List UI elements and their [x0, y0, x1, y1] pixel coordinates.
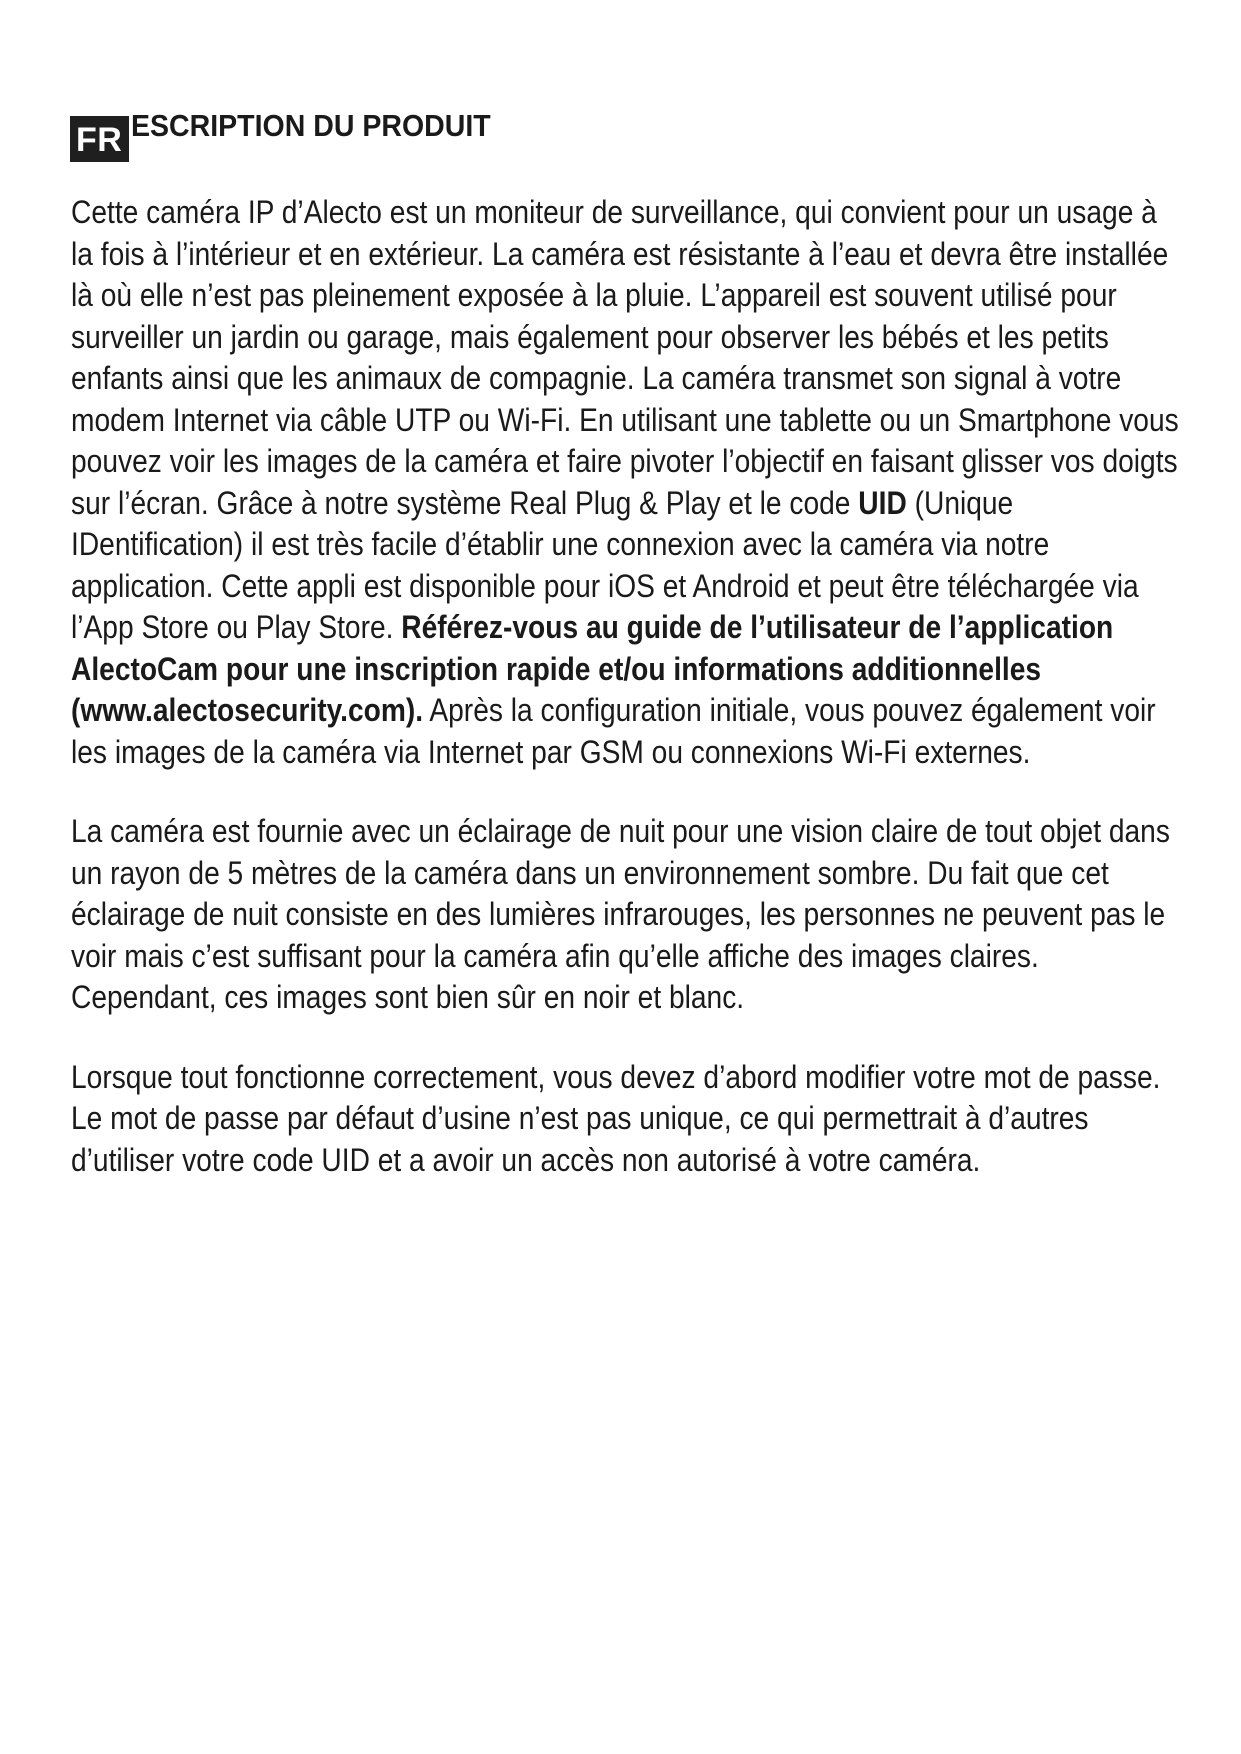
body-text [71, 192, 1181, 1219]
section-title: ESCRIPTION DU PRODUIT [131, 108, 492, 143]
intro-text-3: Après la configuration initiale, vous pouvez également voir les images de la caméra via Internet par GSM ou connexions Wi-Fi externes. [71, 692, 1156, 770]
intro-text-2: (Unique IDentification) il est très facile d’établir une connexion avec la caméra via notre application. Cette appli est disponible pour iOS et Android et peut être téléchargée via l’App Store ou Play Store. [71, 484, 1139, 645]
app-guide-reference: Référez-vous au guide de l’utilisateur de l’application AlectoCam pour une inscription rapide et/ou informations additionnelles (www.alectosecurity.com). [71, 609, 1114, 728]
section-header [70, 108, 522, 160]
intro-text-1: Cette caméra IP d’Alecto est un moniteur de surveillance, qui convient pour un usage à la fois à l’intérieur et en extérieur. La caméra est résistante à l’eau et devra être installée là où elle n’est pas pleinement exposée à la pluie. L’appareil est souvent utilisé pour surveiller un jardin ou garage, mais également pour observer les bébés et les petits enfants ainsi que les animaux de compagnie. La caméra transmet son signal à votre modem Internet via câble UTP ou Wi-Fi. En utilisant une tablette ou un Smartphone vous pouvez voir les images de la caméra et faire pivoter l’objectif en faisant glisser vos doigts sur l’écran. Grâce à notre système Real Plug & Play et le code [71, 194, 1179, 521]
language-badge: FR [70, 116, 129, 162]
paragraph-night-vision: La caméra est fournie avec un éclairage de nuit pour une vision claire de tout objet dans un rayon de 5 mètres de la caméra dans un environnement sombre. Du fait que cet éclairage de nuit consiste en des lumières infrarouges, les personnes ne peuvent pas le voir mais c’est suffisant pour la caméra afin qu’elle affiche des images claires. Cependant, ces images sont bien sûr en noir et blanc. [71, 813, 1170, 1015]
paragraph-intro [71, 192, 1182, 773]
paragraph-password: Lorsque tout fonctionne correctement, vous devez d’abord modifier votre mot de passe. Le mot de passe par défaut d’usine n’est pas unique, ce qui permettrait à d’autres d’utiliser votre code UID et a avoir un accès non autorisé à votre caméra. [71, 1058, 1161, 1178]
uid-term: UID [858, 484, 907, 521]
